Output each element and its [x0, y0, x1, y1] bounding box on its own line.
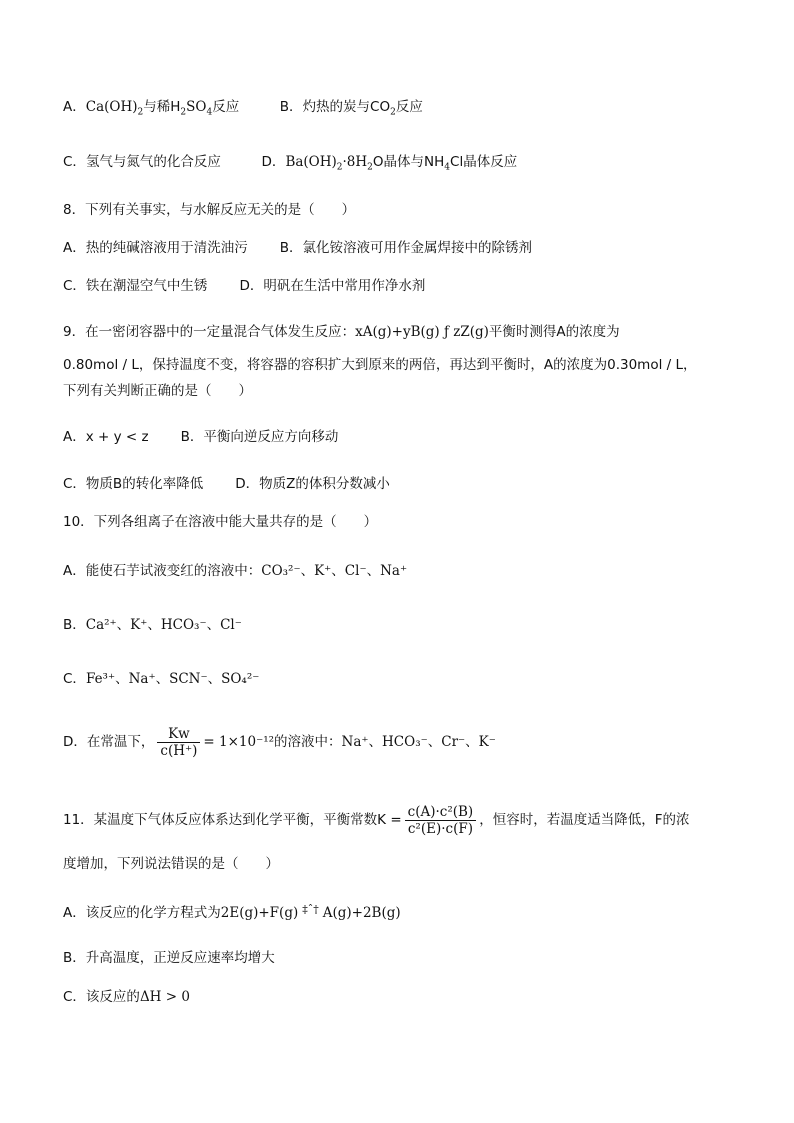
reversible-arrow-glyph: ‡ˆ† — [302, 903, 319, 916]
q7-option-b: B．灼热的炭与$CO_2$反应 — [279, 99, 423, 118]
q11-option-b: B．升高温度，正逆反应速率均增大 — [63, 950, 275, 966]
equilibrium-constant-fraction: $\frac{\text{c(A)·c²(B)}}{\text{c²(E)·c(F)}}$ — [405, 804, 477, 837]
q8-options-cd — [63, 276, 425, 296]
q7-option-c: C．氢气与氮气的化合反应 — [63, 154, 221, 170]
q10-option-b-ions: Ca²⁺、K⁺、HCO₃⁻、Cl⁻ — [85, 617, 242, 633]
q8-option-b: B．氯化铵溶液可用作金属焊接中的除锈剂 — [279, 240, 533, 256]
q10-option-a: A．能使石芋试液变红的溶液中：CO₃²⁻、K⁺、Cl⁻、Na⁺ — [63, 563, 408, 579]
q7-options-cd — [63, 152, 517, 172]
q10-option-d: D．在常温下， $\frac{Kw}{c(H^+)}$ = 1×10⁻¹²的溶液中：Na⁺、HCO₃⁻、Cr⁻、K⁻ — [63, 725, 496, 759]
kw-fraction: $\frac{Kw}{c(H^+)}$ — [157, 726, 200, 759]
q10-option-c-ions: Fe³⁺、Na⁺、SCN⁻、SO₄²⁻ — [85, 671, 260, 687]
q9-options-cd — [63, 474, 390, 494]
q10-stem: 10．下列各组离子在溶液中能大量共存的是（ ） — [63, 514, 378, 530]
q9-option-c: C．物质B的转化率降低 — [63, 476, 204, 492]
q10-option-c: C．Fe³⁺、Na⁺、SCN⁻、SO₄²⁻ — [63, 671, 260, 687]
q11-stem-line1: 11．某温度下气体反应体系达到化学平衡，平衡常数K = $\frac{\text{c(A)·c²(B)}}{\text{c²(E)·c(F)}}$ ，恒容时，若温度适当降低，F的浓 — [63, 803, 690, 837]
q8-options-ab — [63, 238, 532, 258]
q9-stem-line2: 0.80mol / L，保持温度不变，将容器的容积扩大到原来的两倍，再达到平衡时，A的浓度为0.30mol / L， — [63, 357, 697, 373]
q9-option-a: A．x + y < z — [63, 429, 149, 445]
q9-stem-line1: 9．在一密闭容器中的一定量混合气体发生反应：xA(g)+yB(g) ƒ zZ(g)平衡时测得A的浓度为 — [63, 324, 620, 340]
q7-option-d: D．$Ba(OH)_2\cdot 8H_2O$晶体与$NH_4Cl$晶体反应 — [261, 154, 518, 173]
q8-stem: 8．下列有关事实，与水解反应无关的是（ ） — [63, 202, 356, 218]
q7-options-ab — [63, 97, 423, 117]
q11-stem-line2: 度增加，下列说法错误的是（ ） — [63, 856, 279, 872]
q11-option-c: C．该反应的ΔH > 0 — [63, 989, 190, 1005]
q9-options-ab — [63, 427, 338, 447]
q10-option-a-ions: CO₃²⁻、K⁺、Cl⁻、Na⁺ — [261, 563, 408, 579]
q10-option-b: B．Ca²⁺、K⁺、HCO₃⁻、Cl⁻ — [63, 617, 242, 633]
q8-option-c: C．铁在潮湿空气中生锈 — [63, 278, 208, 294]
q9-option-b: B．平衡向逆反应方向移动 — [180, 429, 339, 445]
q7-option-a: A．$Ca(OH)_2$与稀$H_2SO_4$反应 — [63, 99, 240, 118]
q8-option-a: A．热的纯碱溶液用于清洗油污 — [63, 240, 248, 256]
q11-option-a: A．该反应的化学方程式为2E(g)+F(g) $^{\ddagger ˆ\dagger}$ A(g)+2B(g) — [63, 903, 401, 921]
q9-stem-line3: 下列有关判断正确的是（ ） — [63, 383, 252, 399]
q8-option-d: D．明矾在生活中常用作净水剂 — [239, 278, 426, 294]
q9-equation: xA(g)+yB(g) ƒ zZ(g) — [355, 324, 489, 340]
q9-option-d: D．物质Z的体积分数减小 — [235, 476, 390, 492]
